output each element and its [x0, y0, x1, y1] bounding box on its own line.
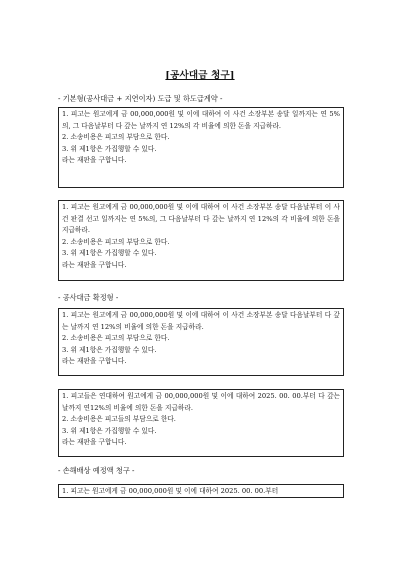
section-heading-basic: - 기본형(공사대금 + 지연이자) 도급 및 하도급계약 - — [58, 94, 223, 103]
document-title-text: [공사대금 청구] — [165, 70, 235, 81]
claim-line: 1. 피고는 원고에게 금 00,000,000원 및 이에 대하여 이 사건 소장부본 송달 다음날부터 다 갚는 날까지 연 12%의 비율에 의한 돈을 지급하라. — [62, 311, 340, 331]
claim-line: 2. 소송비용은 피고의 부담으로 한다. — [62, 133, 170, 142]
claim-line: 라는 재판을 구합니다. — [62, 156, 127, 165]
claim-line: 라는 재판을 구합니다. — [62, 260, 127, 269]
claim-line: 3. 위 제1항은 가집행할 수 있다. — [62, 144, 157, 153]
claim-line: 1. 피고들은 연대하여 원고에게 금 00,000,000원 및 이에 대하여 2025. 00. 00.부터 다 갚는 날까지 연12%의 비율에 의한 돈을 지급하라. — [62, 392, 340, 412]
claim-box-damages-1 — [58, 484, 344, 498]
section-heading-damages: - 손해배상 예정액 청구 - — [58, 466, 135, 475]
claim-line: 3. 위 제1항은 가집행할 수 있다. — [62, 345, 157, 354]
claim-line: 1. 피고는 원고에게 금 00,000,000원 및 이에 대하여 이 사건 소장부본 송달 다음날부터 이 사건 판결 선고 일까지는 연 5%의, 그 다음날부터 다 갚는 날까지 연 12%의 각 비율에 의한 돈을 지급하라. — [62, 203, 340, 235]
claim-line: 2. 소송비용은 피고들의 부담으로 한다. — [62, 415, 176, 424]
section-heading-fixed: - 공사대금 확정형 - — [58, 293, 119, 302]
claim-line: 라는 재판을 구합니다. — [62, 357, 127, 366]
claim-box-fixed-1 — [58, 308, 344, 376]
claim-line: 1. 피고는 원고에게 금 00,000,000원 및 이에 대하여 이 사건 소장부본 송달 일까지는 연 5%의, 그 다음날부터 다 갚는 날까지 연 12%의 각 비율에 의한 돈을 지급하라. — [62, 110, 340, 130]
claim-box-basic-2 — [58, 200, 344, 281]
claim-line: 2. 소송비용은 피고의 부담으로 한다. — [62, 237, 170, 246]
claim-box-basic-1 — [58, 107, 344, 188]
claim-line: 1. 피고는 원고에게 금 00,000,000원 및 이에 대하여 2025. 00. 00.부터 — [62, 487, 279, 495]
claim-box-fixed-2 — [58, 389, 344, 457]
document-title — [0, 63, 400, 82]
claim-line: 라는 재판을 구합니다. — [62, 438, 127, 447]
claim-line: 2. 소송비용은 피고의 부담으로 한다. — [62, 334, 170, 343]
claim-line: 3. 위 제1항은 가집행할 수 있다. — [62, 249, 157, 258]
claim-line: 3. 위 제1항은 가집행할 수 있다. — [62, 426, 157, 435]
